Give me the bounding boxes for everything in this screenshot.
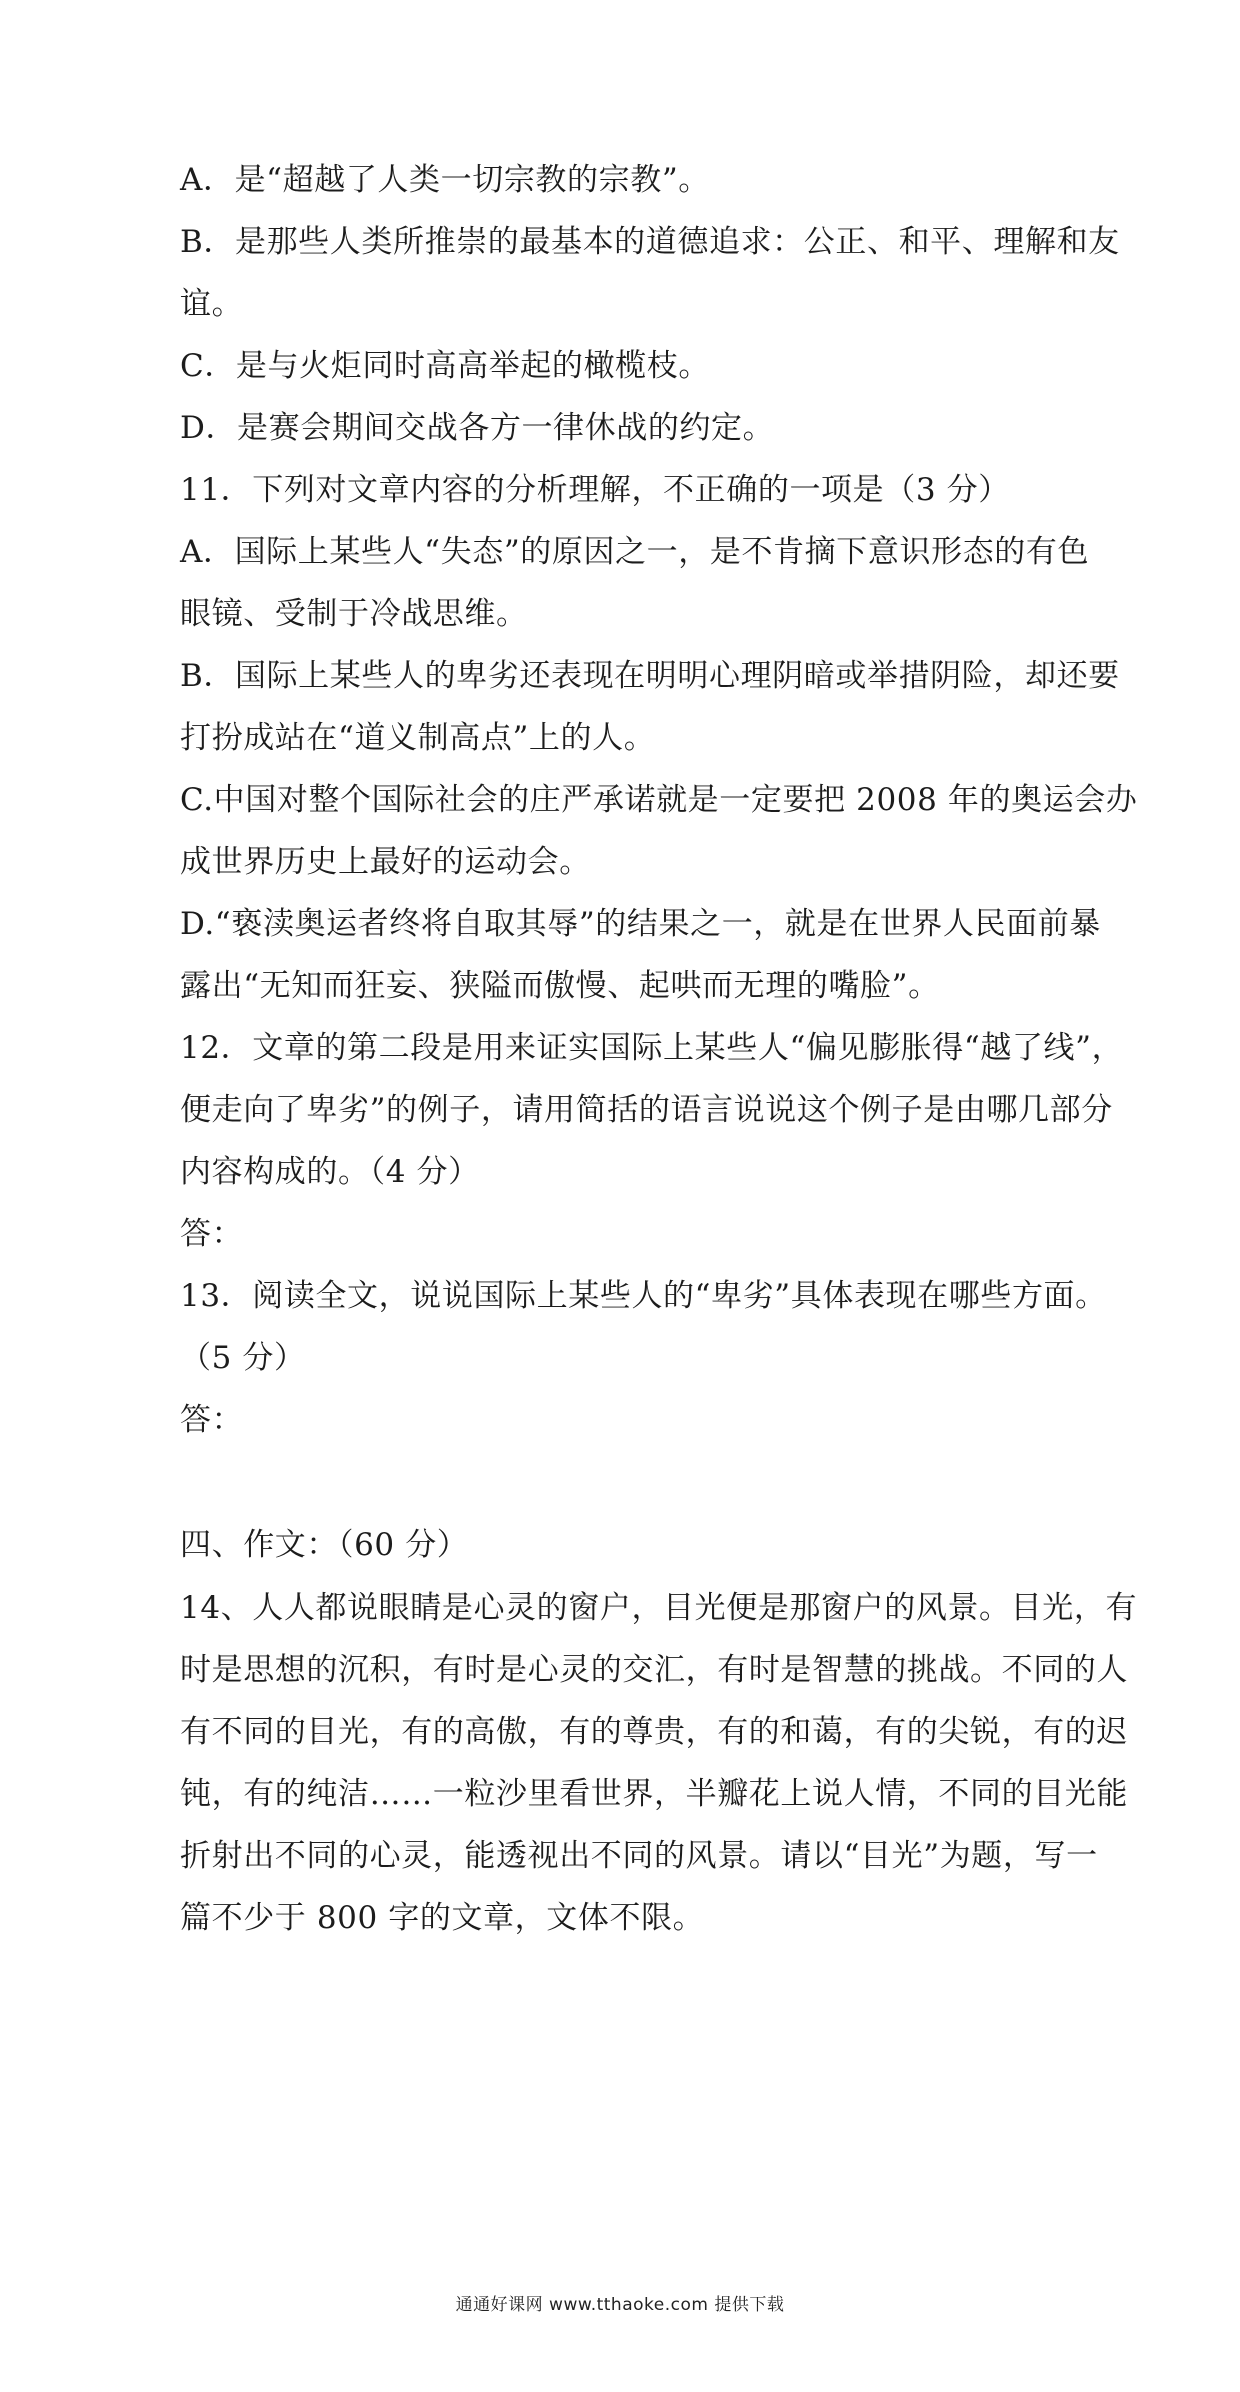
question-14-cont-3: 钝，有的纯洁……一粒沙里看世界，半瓣花上说人情，不同的目光能: [180, 1776, 1128, 1812]
option-a-q10: A．是“超越了人类一切宗教的宗教”。: [180, 162, 710, 198]
answer-label-13: 答：: [180, 1402, 244, 1438]
option-c-q11-cont: 成世界历史上最好的运动会。: [180, 844, 591, 880]
option-b-q10: B．是那些人类所推崇的最基本的道德追求：公正、和平、理解和友: [180, 224, 1120, 260]
option-a-q11-cont: 眼镜、受制于冷战思维。: [180, 596, 528, 632]
option-b-q10-cont: 谊。: [180, 286, 244, 322]
question-12-cont-2: 内容构成的。（4 分）: [180, 1154, 480, 1190]
question-13: 13．阅读全文，说说国际上某些人的“卑劣”具体表现在哪些方面。: [180, 1278, 1107, 1314]
option-b-q11-cont: 打扮成站在“道义制高点”上的人。: [180, 720, 656, 756]
page-footer: 通通好课网 www.tthaoke.com 提供下载: [455, 2295, 785, 2315]
question-12: 12．文章的第二段是用来证实国际上某些人“偏见膨胀得“越了线”，: [180, 1030, 1124, 1066]
answer-label-12: 答：: [180, 1216, 244, 1252]
question-11: 11．下列对文章内容的分析理解，不正确的一项是（3 分）: [180, 472, 1010, 508]
question-13-cont: （5 分）: [180, 1340, 306, 1376]
option-d-q11-cont: 露出“无知而狂妄、狭隘而傲慢、起哄而无理的嘴脸”。: [180, 968, 940, 1004]
option-c-q10: C．是与火炬同时高高举起的橄榄枝。: [180, 348, 710, 384]
option-b-q11: B．国际上某些人的卑劣还表现在明明心理阴暗或举措阴险，却还要: [180, 658, 1120, 694]
option-a-q11: A．国际上某些人“失态”的原因之一，是不肯摘下意识形态的有色: [180, 534, 1090, 570]
question-14-cont-5: 篇不少于 800 字的文章，文体不限。: [180, 1900, 705, 1936]
section-heading-composition: 四、作文：（60 分）: [180, 1527, 469, 1563]
option-d-q11: D.“亵渎奥运者终将自取其辱”的结果之一，就是在世界人民面前暴: [180, 906, 1101, 942]
question-14-cont-2: 有不同的目光，有的高傲，有的尊贵，有的和蔼，有的尖锐，有的迟: [180, 1714, 1128, 1750]
question-12-cont-1: 便走向了卑劣”的例子，请用简括的语言说说这个例子是由哪几部分: [180, 1092, 1113, 1128]
option-d-q10: D．是赛会期间交战各方一律休战的约定。: [180, 410, 775, 446]
question-14-cont-4: 折射出不同的心灵，能透视出不同的风景。请以“目光”为题，写一: [180, 1838, 1098, 1874]
option-c-q11: C.中国对整个国际社会的庄严承诺就是一定要把 2008 年的奥运会办: [180, 782, 1138, 818]
question-14-cont-1: 时是思想的沉积，有时是心灵的交汇，有时是智慧的挑战。不同的人: [180, 1652, 1128, 1688]
question-14: 14、人人都说眼睛是心灵的窗户，目光便是那窗户的风景。目光，有: [180, 1590, 1138, 1626]
